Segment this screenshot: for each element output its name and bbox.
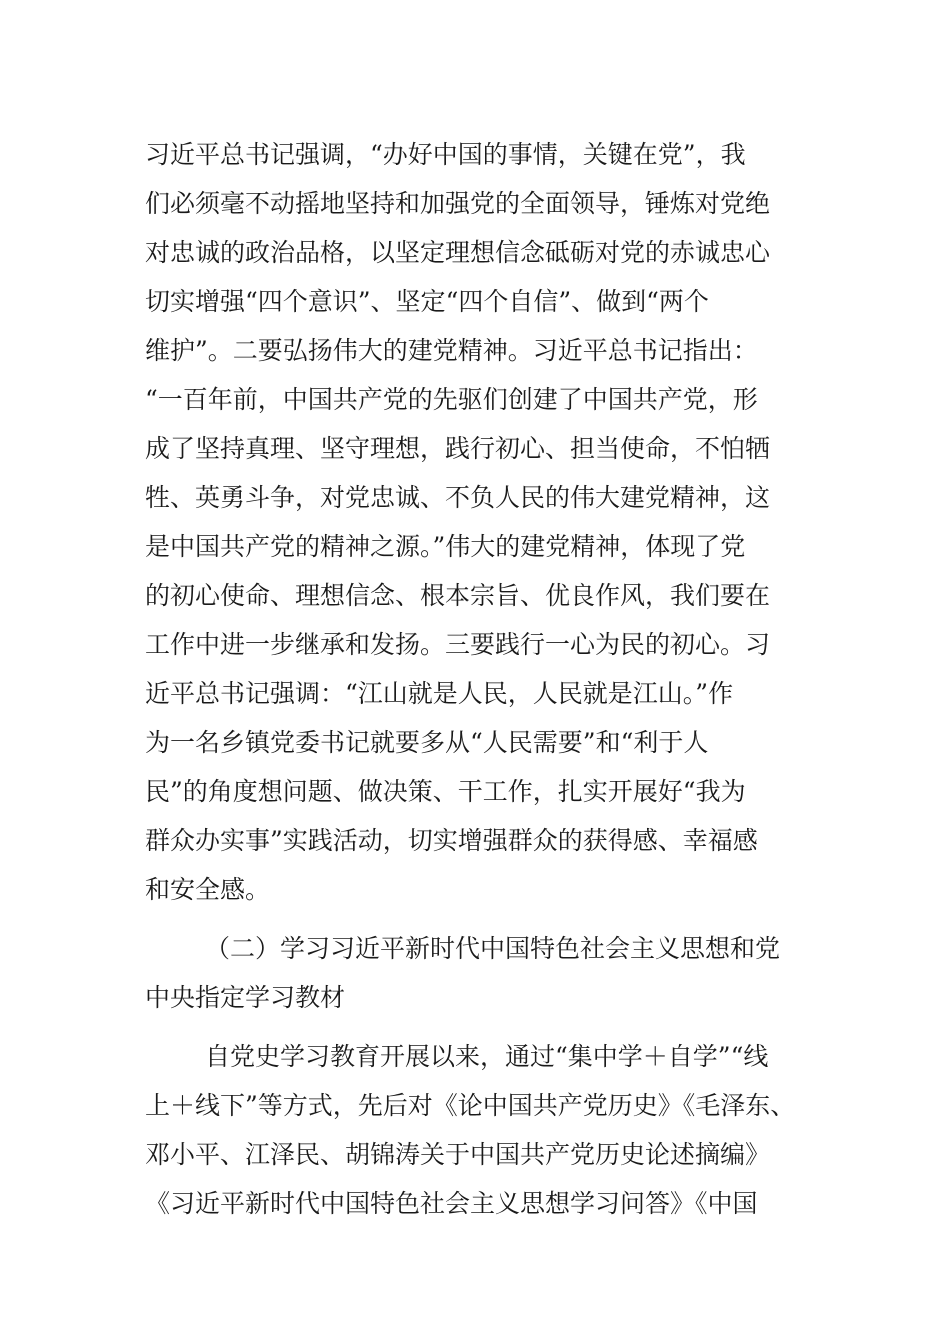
paragraph-1-line-2: 们必须毫不动摇地坚持和加强党的全面领导，锤炼对党绝 bbox=[145, 189, 771, 218]
paragraph-2-line-1: 自党史学习教育开展以来，通过“集中学＋自学”“线 bbox=[205, 1042, 769, 1071]
paragraph-1-line-6: “一百年前，中国共产党的先驱们创建了中国共产党，形 bbox=[145, 385, 758, 414]
paragraph-1-line-7: 成了坚持真理、坚守理想，践行初心、担当使命，不怕牺 bbox=[145, 434, 771, 463]
paragraph-1-line-5: 维护”。二要弘扬伟大的建党精神。习近平总书记指出： bbox=[145, 336, 758, 365]
paragraph-1-line-8: 牲、英勇斗争，对党忠诚、不负人民的伟大建党精神，这 bbox=[145, 483, 771, 512]
section-heading-line-2: 中央指定学习教材 bbox=[145, 983, 346, 1012]
paragraph-1-line-9: 是中国共产党的精神之源。”伟大的建党精神，体现了党 bbox=[145, 532, 746, 561]
paragraph-1-line-12: 近平总书记强调：“江山就是人民，人民就是江山。”作 bbox=[145, 679, 734, 708]
paragraph-1-line-3: 对忠诚的政治品格，以坚定理想信念砥砺对党的赤诚忠心 bbox=[145, 238, 771, 267]
paragraph-1-line-13: 为一名乡镇党委书记就要多从“人民需要”和“利于人 bbox=[145, 728, 709, 757]
paragraph-1-line-16: 和安全感。 bbox=[145, 875, 271, 904]
paragraph-1-line-10: 的初心使命、理想信念、根本宗旨、优良作风，我们要在 bbox=[145, 581, 771, 610]
section-heading-line-1: （二）学习习近平新时代中国特色社会主义思想和党 bbox=[205, 934, 781, 963]
paragraph-2-line-2: 上＋线下”等方式，先后对《论中国共产党历史》《毛泽东、 bbox=[145, 1091, 796, 1120]
paragraph-1-line-4: 切实增强“四个意识”、坚定“四个自信”、做到“两个 bbox=[145, 287, 709, 316]
paragraph-1-line-1: 习近平总书记强调，“办好中国的事情，关键在党”，我 bbox=[145, 140, 746, 169]
document-body bbox=[145, 0, 810, 1344]
paragraph-2-line-4: 《习近平新时代中国特色社会主义思想学习问答》《中国 bbox=[145, 1189, 758, 1218]
paragraph-1-line-11: 工作中进一步继承和发扬。三要践行一心为民的初心。习 bbox=[145, 630, 771, 659]
paragraph-2-line-3: 邓小平、江泽民、胡锦涛关于中国共产党历史论述摘编》 bbox=[145, 1140, 771, 1169]
paragraph-1-line-15: 群众办实事”实践活动，切实增强群众的获得感、幸福感 bbox=[145, 826, 758, 855]
paragraph-1-line-14: 民”的角度想问题、做决策、干工作，扎实开展好“我为 bbox=[145, 777, 746, 806]
